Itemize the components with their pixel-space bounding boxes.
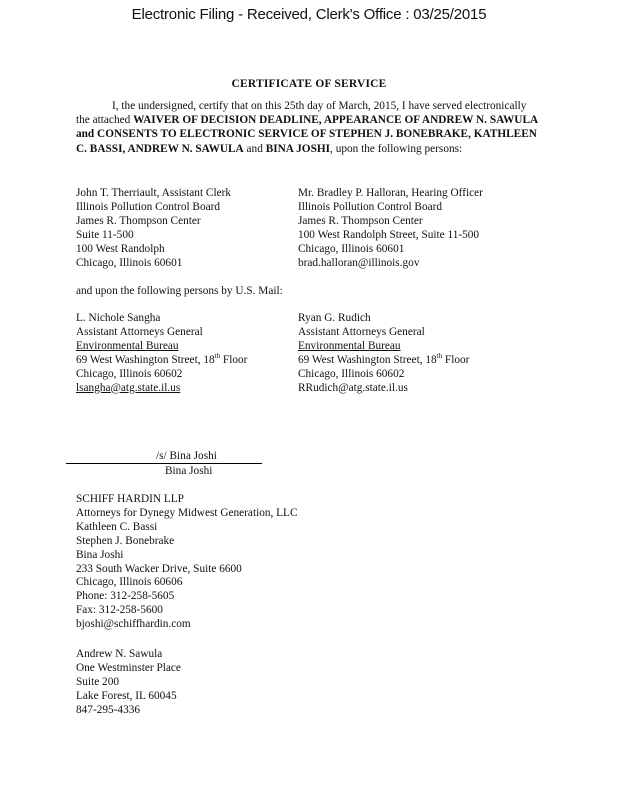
firm-fax: Fax: 312-258-5600 [76,604,163,617]
firm-phone: Phone: 312-258-5605 [76,590,175,603]
firm-line: Attorneys for Dynegy Midwest Generation, LLC [76,506,298,519]
firm-line: Stephen J. Bonebrake [76,534,175,547]
certificate-paragraph [76,99,538,156]
sawula-signature-block [76,648,181,718]
recipient-city: Chicago, Illinois 60602 [298,367,405,380]
paragraph-outro: , upon the following persons: [330,142,463,155]
sawula-line: One Westminster Place [76,661,181,674]
sawula-line: Suite 200 [76,675,119,688]
sawula-line: Lake Forest, IL 60045 [76,689,177,702]
recipient-sangha [76,312,247,395]
recipient-email-link[interactable]: lsangha@atg.state.il.us [76,381,181,394]
address-line: James R. Thompson Center [76,214,201,227]
email-line: brad.halloran@illinois.gov [298,256,420,269]
mail-intro: and upon the following persons by U.S. Mail: [76,285,283,297]
address-line: Illinois Pollution Control Board [298,200,443,213]
electronic-signature: /s/ Bina Joshi [156,450,217,462]
address-line: Illinois Pollution Control Board [76,200,221,213]
filing-stamp-header: Electronic Filing - Received, Clerk's Office : 03/25/2015 [131,6,487,23]
firm-email: bjoshi@schiffhardin.com [76,618,191,631]
recipient-title: Assistant Attorneys General [76,325,203,338]
page-title: CERTIFICATE OF SERVICE [231,78,387,90]
firm-name: SCHIFF HARDIN LLP [76,493,184,505]
firm-line: Chicago, Illinois 60606 [76,576,183,589]
firm-signature-block [76,493,298,632]
address-line: Chicago, Illinois 60601 [76,256,183,269]
address-line: John T. Therriault, Assistant Clerk [76,187,232,199]
recipient-name: L. Nichole Sangha [76,312,161,324]
recipient-title: Assistant Attorneys General [298,325,425,338]
recipient-street: 69 West Washington Street, 18th Floor [76,351,248,366]
signatory-name: Bina Joshi [165,465,213,477]
paragraph-intro: I, the undersigned, certify that on this 25th day of March, 2015, I have served electronically the attached [76,100,527,127]
address-line: Chicago, Illinois 60601 [298,242,405,255]
recipient-city: Chicago, Illinois 60602 [76,367,183,380]
recipient-street: 69 West Washington Street, 18th Floor [298,351,470,366]
sawula-line: Andrew N. Sawula [76,648,163,660]
served-documents: WAIVER OF DECISION DEADLINE, APPEARANCE OF ANDREW N. SAWULA and CONSENTS TO ELECTRONIC SERVICE OF STEPHEN J. BONEBRAKE, KATHLEEN C. BASSI, ANDREW N. SAWULA [76,114,538,155]
firm-line: Bina Joshi [76,548,124,561]
address-line: Suite 11-500 [76,228,134,241]
address-line: James R. Thompson Center [298,214,423,227]
recipient-bureau: Environmental Bureau [76,339,179,352]
recipient-name: Ryan G. Rudich [298,312,371,324]
recipient-hearing-officer [298,187,483,270]
firm-line: 233 South Wacker Drive, Suite 6600 [76,562,242,575]
recipient-bureau: Environmental Bureau [298,339,401,352]
served-documents-last: BINA JOSHI [265,142,331,155]
recipient-rudich [298,312,469,395]
address-line: Mr. Bradley P. Halloran, Hearing Officer [298,187,483,199]
firm-line: Kathleen C. Bassi [76,520,158,533]
sawula-phone: 847-295-4336 [76,703,141,716]
paragraph-and: and [243,142,266,155]
recipient-clerk [76,187,231,270]
signature-line [66,463,262,464]
recipient-email: RRudich@atg.state.il.us [298,381,408,394]
address-line: 100 West Randolph [76,242,165,255]
address-line: 100 West Randolph Street, Suite 11-500 [298,228,480,241]
